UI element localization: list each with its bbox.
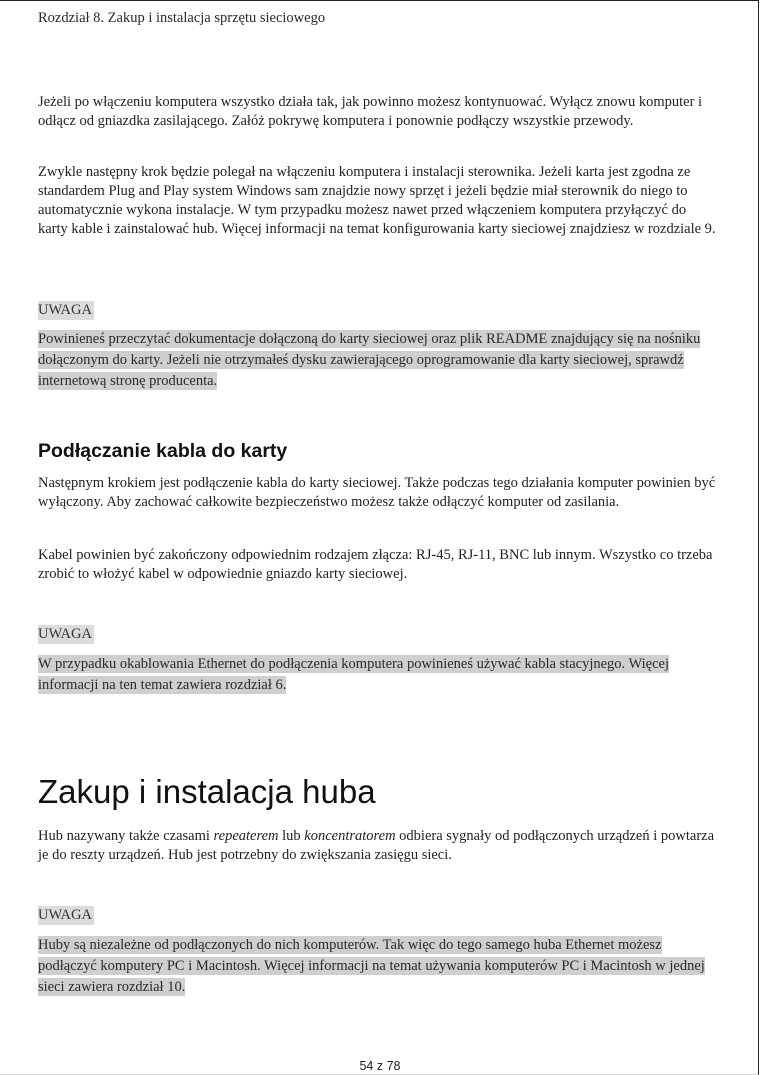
page-number: 54 z 78: [359, 1059, 401, 1073]
paragraph-hub-definition: [38, 827, 718, 865]
note-readme-text: Powinieneś przeczytać dokumentacje dołączoną do karty sieciowej oraz plik README znajdujący się na nośniku dołączonym do karty. Jeżeli nie otrzymałeś dysku zawierającego oprogramowanie dla karty sieciowej, sprawdź internetową stronę producenta.: [38, 331, 701, 389]
note-ethernet-cable: [38, 654, 718, 696]
note-label: UWAGA: [38, 302, 92, 318]
hub-text-start: Hub nazywany także czasami: [38, 828, 214, 844]
note-readme: [38, 329, 718, 392]
paragraph-driver-install: Zwykle następny krok będzie polegał na włączeniu komputera i instalacji sterownika. Jeżeli karta jest zgodna ze standardem Plug and Play system Windows sam znajdzie nowy sprzęt i jeżeli będzie miał sterownik do niego to automatycznie wykona instalacje. W tym przypadku możesz nawet przed włączeniem komputera przyłączyć do karty kable i zainstalować hub. Więcej informacji na temat konfigurowania karty sieciowej znajdziesz w rozdziale 9.: [38, 164, 716, 237]
note-label: UWAGA: [38, 907, 92, 923]
paragraph-connector-types: Kabel powinien być zakończony odpowiednim rodzajem złącza: RJ-45, RJ-11, BNC lub innym. Wszystko co trzeba zrobić to włożyć kabel w odpowiednie gniazdo karty sieciowej.: [38, 547, 713, 582]
paragraph-cable-connect: Następnym krokiem jest podłączenie kabla do karty sieciowej. Także podczas tego działania komputer powinien być wyłączony. Aby zachować całkowite bezpieczeństwo możesz także odłączyć komputer od zasilania.: [38, 475, 716, 510]
note-hub-independence: [38, 935, 718, 998]
chapter-heading: Zakup i instalacja huba: [38, 773, 376, 810]
section-heading: Podłączanie kabla do karty: [38, 440, 288, 462]
running-header: Rozdział 8. Zakup i instalacja sprzętu sieciowego: [38, 10, 326, 26]
note-hub-independence-text: Huby są niezależne od podłączonych do nich komputerów. Tak więc do tego samego huba Ethernet możesz podłączyć komputery PC i Macintosh. Więcej informacji na temat używania komputerów PC i Macintosh w jednej sieci zawiera rozdział 10.: [38, 937, 705, 995]
note-label: UWAGA: [38, 626, 92, 642]
paragraph-power-check: Jeżeli po włączeniu komputera wszystko działa tak, jak powinno możesz kontynuować. Wyłącz znowu komputer i odłącz od gniazdka zasilającego. Załóż pokrywę komputera i ponownie podłączy wszystkie przewody.: [38, 94, 703, 129]
hub-text-end: odbiera sygnały od podłączonych urządzeń i powtarza je do reszty urządzeń. Hub jest potrzebny do zwiększania zasięgu sieci.: [38, 828, 715, 863]
term-concentrator: koncentratorem: [304, 828, 396, 844]
term-repeater: repeaterem: [213, 828, 279, 844]
note-ethernet-cable-text: W przypadku okablowania Ethernet do podłączenia komputera powinieneś używać kabla stacyjnego. Więcej informacji na ten temat zawiera rozdział 6.: [38, 656, 670, 693]
hub-text-mid: lub: [278, 828, 305, 844]
